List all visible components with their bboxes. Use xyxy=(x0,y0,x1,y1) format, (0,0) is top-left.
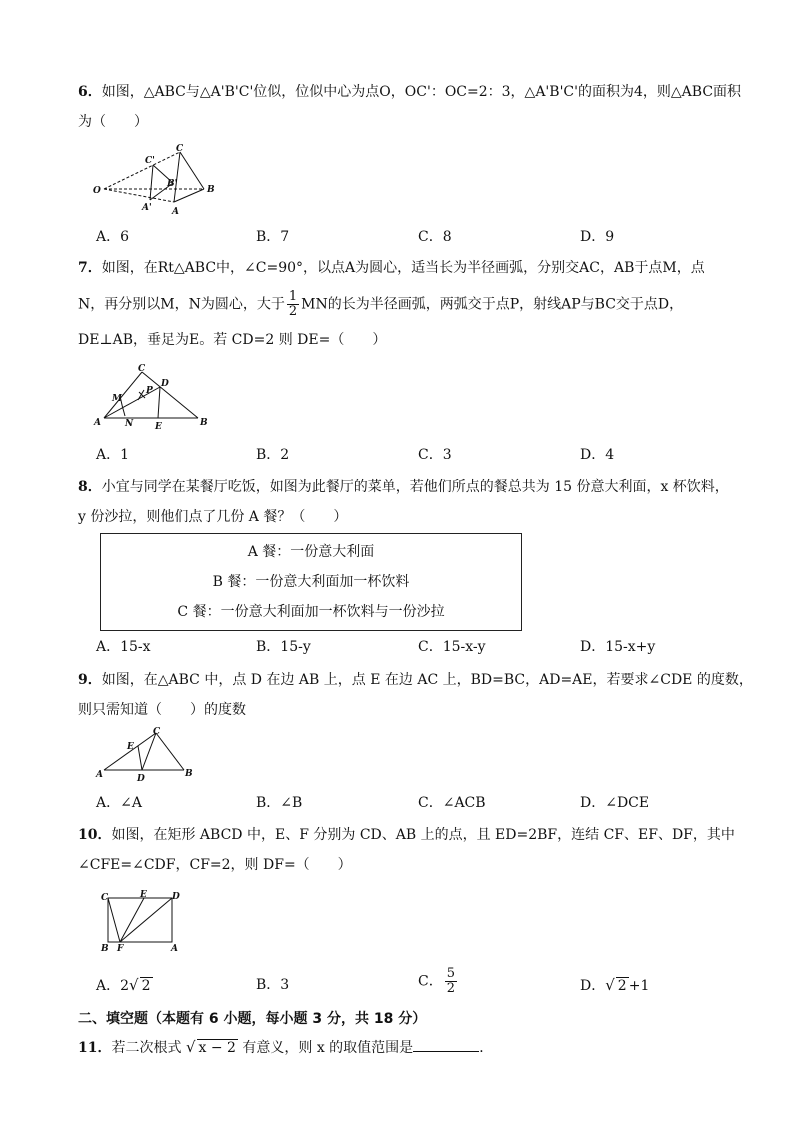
q7-label-N: N xyxy=(125,419,134,429)
q10-label-C: C xyxy=(101,893,109,903)
q7-line2 xyxy=(78,290,758,319)
q8-option-b[interactable]: B．15-y xyxy=(256,639,311,655)
q10-option-a[interactable]: A．2√ 2 xyxy=(96,976,151,994)
q6-label-B1: B' xyxy=(167,179,178,189)
q6-label-B: B xyxy=(207,185,215,195)
q9-number: 9． xyxy=(78,672,102,688)
q10-label-F: F xyxy=(117,944,124,954)
q9-line2: 则只需知道（ ）的度数 xyxy=(78,702,246,718)
q6-label-A1: A' xyxy=(142,203,152,213)
q11-line: 11．若二次根式 √ x − 2 有意义，则 x 的取值范围是 ． xyxy=(78,1038,494,1056)
q8-text: 小宜与同学在某餐厅吃饭，如图为此餐厅的菜单，若他们所点的餐总共为 15 份意大利面，x 杯饮料， xyxy=(101,479,729,495)
q6-figure xyxy=(90,143,220,218)
q10-label-A: A xyxy=(171,944,178,954)
q9-label-A: A xyxy=(96,770,103,780)
q10-text: 如图，在矩形 ABCD 中，E、F 分别为 CD、AB 上的点，且 ED=2BF，连结 CF、EF、DF，其中 xyxy=(111,827,735,843)
q6-number: 6． xyxy=(78,84,102,100)
q9-option-b[interactable]: B．∠B xyxy=(256,795,303,811)
q7-text2-post: MN的长为半径画弧，两弧交于点P，射线AP与BC交于点D， xyxy=(301,296,684,313)
q9-options xyxy=(96,793,736,813)
q6-option-a[interactable]: A．6 xyxy=(96,229,130,245)
q11-number: 11． xyxy=(78,1040,112,1056)
q6-option-c[interactable]: C．8 xyxy=(418,229,452,245)
q8-option-d[interactable]: D．15-x+y xyxy=(580,639,656,655)
q7-line3: DE⊥AB，垂足为E。若 CD=2 则 DE=（ ） xyxy=(78,332,387,348)
q10-label-D: D xyxy=(172,892,180,902)
q9-figure xyxy=(92,725,202,785)
q8-option-a[interactable]: A．15-x xyxy=(96,639,151,655)
q6-option-b[interactable]: B．7 xyxy=(256,229,290,245)
q8-menu-box xyxy=(100,533,522,631)
q7-label-A: A xyxy=(94,418,101,428)
q8-options xyxy=(96,637,736,657)
q7-option-a[interactable]: A．1 xyxy=(96,447,130,463)
q10-option-b[interactable]: B．3 xyxy=(256,977,290,993)
q9-option-c[interactable]: C．∠ACB xyxy=(418,795,486,811)
q10-line2: ∠CFE=∠CDF，CF=2，则 DF=（ ） xyxy=(78,857,352,873)
q6-label-O: O xyxy=(93,186,101,196)
q11-text-post: 有意义，则 x 的取值范围是 xyxy=(242,1040,414,1056)
q6-line2: 为（ ） xyxy=(78,114,148,130)
q10-figure xyxy=(98,890,184,954)
q7-number: 7． xyxy=(78,260,102,276)
q9-label-B: B xyxy=(185,769,193,779)
q10-line1 xyxy=(78,825,758,845)
q10-label-E: E xyxy=(140,890,147,900)
q7-fraction: $\frac{1}{2}$ xyxy=(288,289,298,319)
q10-label-B: B xyxy=(101,944,109,954)
q9-label-D: D xyxy=(137,774,145,784)
q10-options xyxy=(96,966,736,1005)
q7-text2-pre: N，再分别以M，N为圆心，大于 xyxy=(78,296,285,313)
q7-options xyxy=(96,445,736,465)
q9-option-d[interactable]: D．∠DCE xyxy=(580,795,650,811)
q7-option-c[interactable]: C．3 xyxy=(418,447,452,463)
section-2-heading: 二、填空题（本题有 6 小题，每小题 3 分，共 18 分） xyxy=(78,1011,427,1027)
q10-option-c[interactable]: C． $\frac{5}{2}$ xyxy=(418,966,455,996)
q6-line1 xyxy=(78,82,758,102)
q8-option-c[interactable]: C．15-x-y xyxy=(418,639,486,655)
q7-option-d[interactable]: D．4 xyxy=(580,447,615,463)
q7-label-B: B xyxy=(200,418,208,428)
q6-option-d[interactable]: D．9 xyxy=(580,229,615,245)
q6-label-C: C xyxy=(176,144,184,154)
q6-text: 如图，△ABC与△A'B'C'位似，位似中心为点O，OC'：OC=2：3，△A'B'C'的面积为4，则△ABC面积 xyxy=(101,84,742,100)
q9-line1 xyxy=(78,670,758,690)
q9-text: 如图，在△ABC 中，点 D 在边 AB 上，点 E 在边 AC 上，BD=BC，AD=AE，若要求∠CDE 的度数， xyxy=(101,672,753,688)
q9-option-a[interactable]: A．∠A xyxy=(96,795,142,811)
q7-figure xyxy=(92,362,212,432)
q7-label-D: D xyxy=(161,379,169,389)
q8-line2: y 份沙拉，则他们点了几份 A 餐？（ ） xyxy=(78,509,348,525)
q6-options xyxy=(96,227,736,247)
q7-label-M: M xyxy=(112,394,122,404)
q7-text: 如图，在Rt△ABC中，∠C=90°，以点A为圆心，适当长为半径画弧，分别交AC，AB于点M，点 xyxy=(101,260,705,276)
q9-label-C: C xyxy=(153,727,161,737)
q9-label-E: E xyxy=(127,742,134,752)
q8-number: 8． xyxy=(78,479,102,495)
q8-menu-item-c: C 餐：一份意大利面加一杯饮料与一份沙拉 xyxy=(177,604,445,620)
q8-menu-item-b: B 餐：一份意大利面加一杯饮料 xyxy=(212,574,410,590)
q7-option-b[interactable]: B．2 xyxy=(256,447,290,463)
q8-menu-item-a: A 餐：一份意大利面 xyxy=(247,544,375,560)
q6-label-A: A xyxy=(172,207,179,217)
q10-option-d[interactable]: D．√ 2 +1 xyxy=(580,976,650,994)
q10-option-c-fraction: $\frac{5}{2}$ xyxy=(446,966,455,996)
q7-label-P: P xyxy=(146,386,153,396)
q11-answer-blank[interactable] xyxy=(413,1037,479,1052)
q11-radicand: x − 2 xyxy=(198,1040,236,1056)
q8-line1 xyxy=(78,477,758,497)
q11-text-pre: 若二次根式 xyxy=(111,1040,182,1056)
q7-label-E: E xyxy=(155,422,162,432)
q7-label-C: C xyxy=(138,364,146,374)
q10-number: 10． xyxy=(78,827,112,843)
q6-label-C1: C' xyxy=(145,156,155,166)
q7-line1 xyxy=(78,258,758,278)
